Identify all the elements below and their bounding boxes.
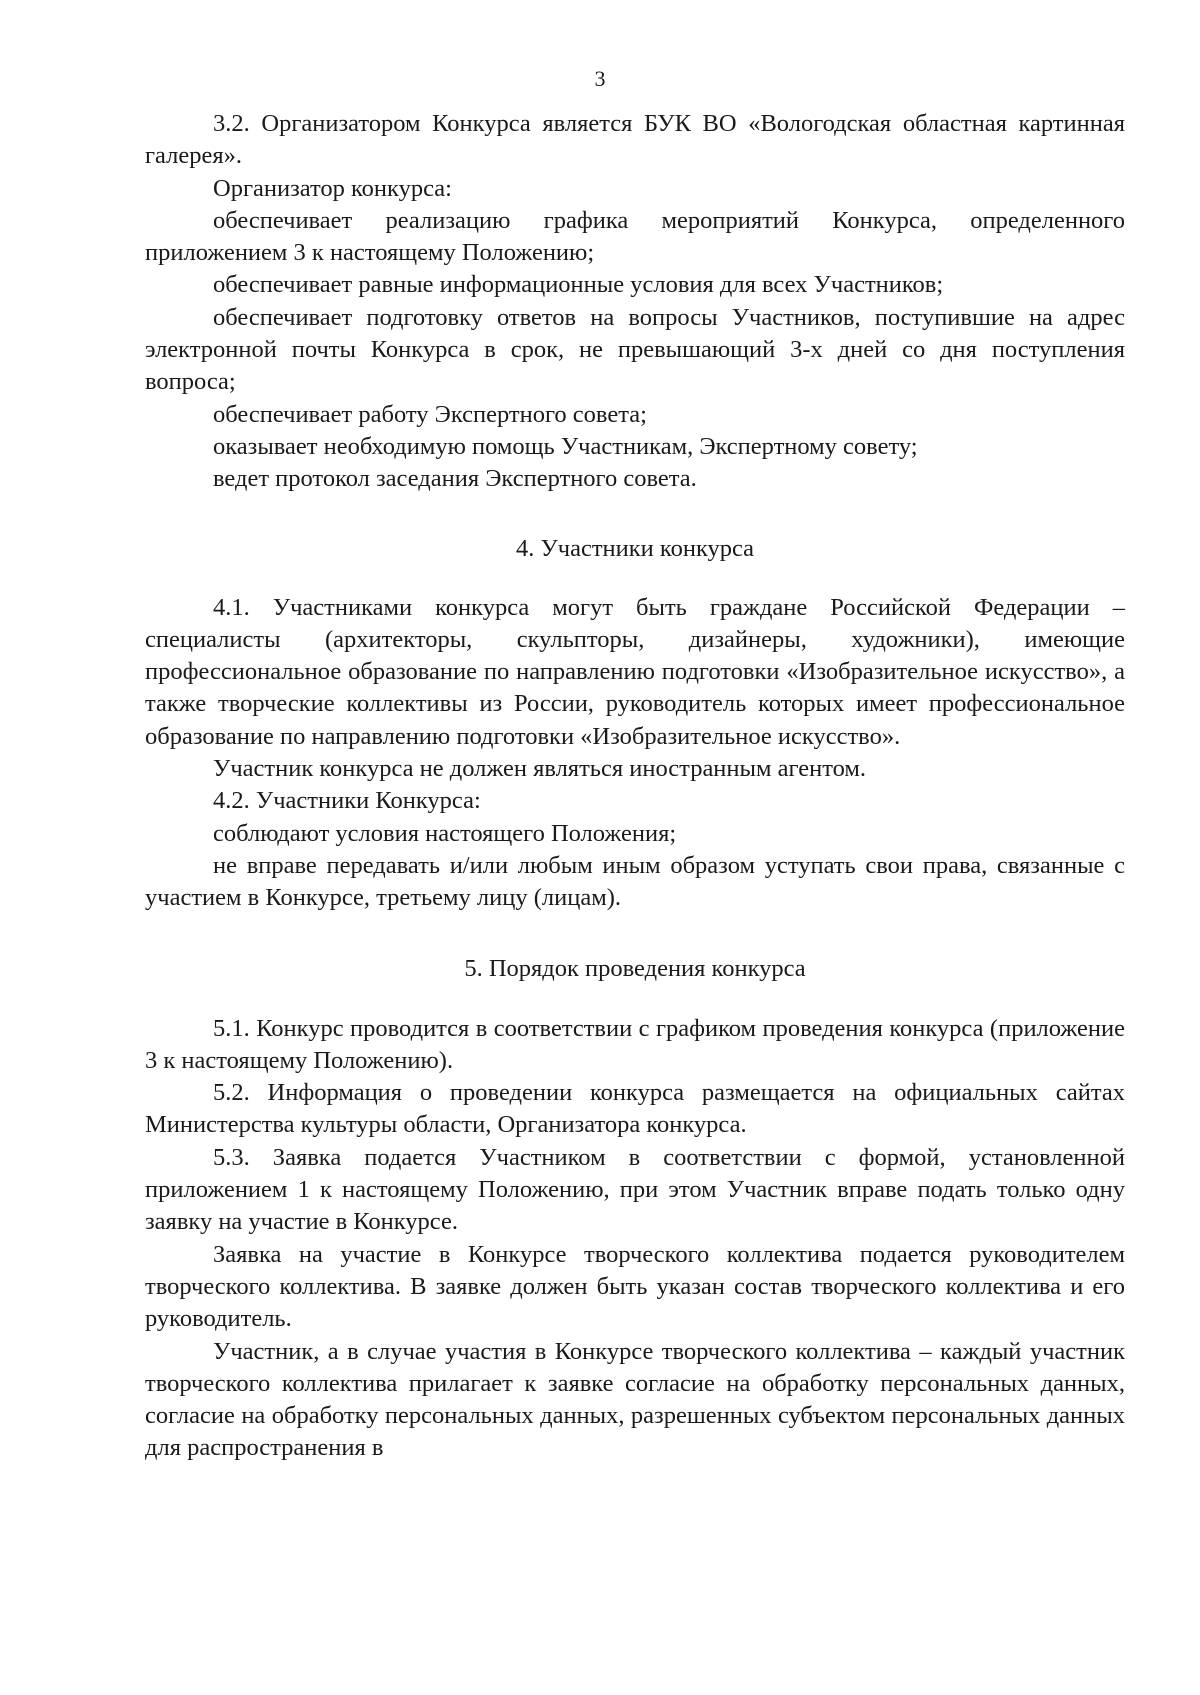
paragraph-foreign-agent: Участник конкурса не должен являться иностранным агентом. — [213, 755, 867, 783]
section-4-heading: 4. Участники конкурса — [515, 534, 755, 562]
section-3 — [145, 108, 1125, 496]
section-5-heading: 5. Порядок проведения конкурса — [464, 954, 806, 982]
paragraph-organizer-duty: обеспечивает работу Экспертного совета; — [213, 400, 647, 428]
document-body — [145, 108, 1125, 1465]
section-4 — [145, 592, 1125, 915]
paragraph-organizer-duty: обеспечивает равные информационные условия для всех Участников; — [213, 271, 944, 299]
paragraph-organizer-duty: обеспечивает реализацию графика мероприятий Конкурса, определенного приложением 3 к настоящему Положению; — [145, 206, 1125, 267]
paragraph-organizer-duty: ведет протокол заседания Экспертного совета. — [213, 465, 697, 493]
section-5 — [145, 1013, 1125, 1465]
paragraph-4-1: 4.1. Участниками конкурса могут быть граждане Российской Федерации – специалисты (архитекторы, скульпторы, дизайнеры, художники), имеющие профессиональное образование по направлению подготовки «Изобразительное искусство», а также творческие коллективы из России, руководитель которых имеет профессиональное образование по направлению подготовки «Изобразительное искусство». — [145, 593, 1125, 750]
paragraph-5-3: 5.3. Заявка подается Участником в соответствии с формой, установленной приложением 1 к настоящему Положению, при этом Участник вправе подать только одну заявку на участие в Конкурсе. — [145, 1143, 1125, 1236]
page-number: 3 — [594, 66, 606, 91]
paragraph-5-1: 5.1. Конкурс проводится в соответствии с графиком проведения конкурса (приложение 3 к настоящему Положению). — [145, 1014, 1125, 1074]
paragraph-4-2: 4.2. Участники Конкурса: — [213, 787, 481, 815]
paragraph-participant-duty: соблюдают условия настоящего Положения; — [213, 819, 677, 847]
paragraph-collective-application: Заявка на участие в Конкурсе творческого коллектива подается руководителем творческого коллектива. В заявке должен быть указан состав творческого коллектива и его руководитель. — [145, 1240, 1125, 1333]
paragraph-5-2: 5.2. Информация о проведении конкурса размещается на официальных сайтах Министерства культуры области, Организатора конкурса. — [145, 1079, 1125, 1139]
paragraph-3-2: 3.2. Организатором Конкурса является БУК ВО «Вологодская областная картинная галерея». — [145, 110, 1125, 170]
paragraph-participant-duty: не вправе передавать и/или любым иным образом уступать свои права, связанные с участием в Конкурсе, третьему лицу (лицам). — [145, 851, 1125, 912]
paragraph-organizer-duty: оказывает необходимую помощь Участникам, Экспертному совету; — [213, 432, 918, 460]
paragraph-organizer-duty: обеспечивает подготовку ответов на вопросы Участников, поступившие на адрес электронной почты Конкурса в срок, не превышающий 3-х дней со дня поступления вопроса; — [145, 303, 1125, 396]
paragraph-consent: Участник, а в случае участия в Конкурсе творческого коллектива – каждый участник творческого коллектива прилагает к заявке согласие на обработку персональных данных, согласие на обработку персональных данных, разрешенных субъектом персональных данных для распространения в — [145, 1337, 1125, 1462]
paragraph-organizer-intro: Организатор конкурса: — [213, 174, 452, 202]
